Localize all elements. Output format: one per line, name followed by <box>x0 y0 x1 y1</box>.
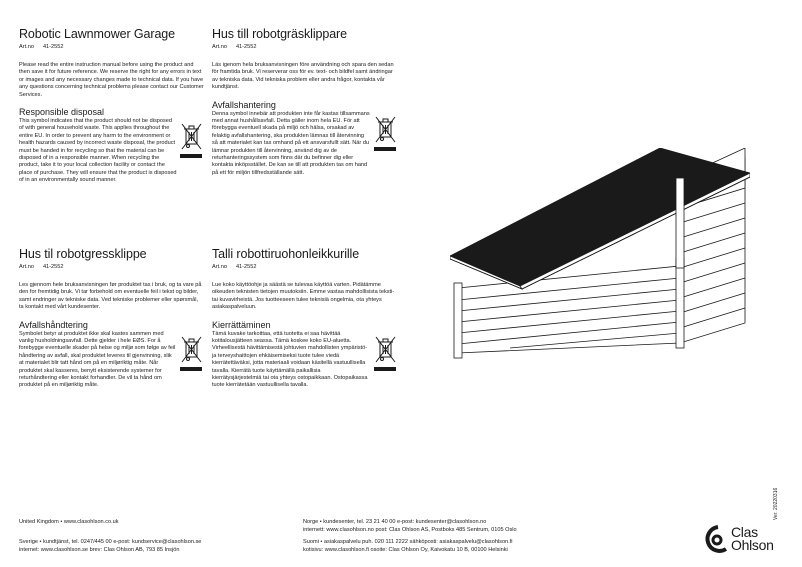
weee-bin-icon <box>180 122 204 164</box>
weee-bin-icon <box>180 335 204 377</box>
footer-sweden-line2: internet: www.clasohlson.se brev: Clas Ohlson AB, 793 85 Insjön <box>19 546 180 553</box>
title-sv: Hus till robotgräsklippare <box>212 27 347 41</box>
intro-sv: Läs igenom hela bruksanvisningen före användning och spara den sedan för framtida bruk. Vi reserverar oss för ev. text- och bildfel samt ändringar av tekniska data. Vid tekniska problem eller andra frågor, kontakta vår kundtjänst. <box>212 62 394 91</box>
footer-norway-line1: Norge • kundesenter, tel. 23 21 40 00 e-post: kundesenter@clasohlson.no <box>303 519 487 525</box>
disposal-heading-en: Responsible disposal <box>19 107 105 118</box>
footer-sweden-line1: Sverige • kundtjänst, tel. 0247/445 00 e-post: kundservice@clasohlson.se <box>19 539 202 545</box>
disposal-text-no: Symbolet betyr at produktet ikke skal kastes sammen med vanlig husholdningsavfall. Dette gjelder i hele EØS. For å forebygge eventuelle skader på helse og miljø som følge av feil håndtering av avfall, skal produktet leveres til gjenvinning, slik at materialet blir tatt hånd om på en miljøriktig måte. Når produktet skal kasseres, benytt eksisterende systemer for returhåndtering eller kontakt forhandler. De vil ta hånd om produktet på en miljøriktig måte. <box>19 330 176 389</box>
section-english <box>19 27 204 185</box>
intro-no: Les gjennom hele bruksanvisningen før produktet tas i bruk, og ta vare på den for fremtidig bruk. Vi tar forbehold om eventuelle feil i tekst og bilder, samt endringer av tekniske data. Ved tekniske problemer eller spørsmål, ta kontakt med vårt kundesenter. <box>19 282 202 311</box>
intro-en: Please read the entire instruction manual before using the product and then save it for future reference. We reserve the right for any errors in text or images and any necessary changes made to technical data. If you have any questions concerning technical problems please contact our Customer Services. <box>19 62 204 98</box>
logo-line2: Ohlson <box>731 537 774 553</box>
title-no: Hus til robotgressklippe <box>19 247 147 261</box>
artno-en: Art.no 41-2552 <box>19 44 64 50</box>
footer-norway <box>303 519 517 534</box>
title-fi: Talli robottiruohonleikkurille <box>212 247 360 261</box>
clas-ohlson-logo <box>704 525 774 553</box>
artno-sv: Art.no 41-2552 <box>212 44 257 50</box>
section-finnish <box>212 247 398 390</box>
artno-no: Art.no 41-2552 <box>19 264 64 270</box>
disposal-text-en: This symbol indicates that the product should not be disposed of with general household waste. This applies throughout the entire EU. In order to prevent any harm to the environment or health hazards caused by incorrect waste disposal, the product must be handed in for recycling so that the material can be disposed of in a responsible manner. When recycling the product, take it to your local collection facility or contact the place of purchase. They will ensure that the product is disposed of in an environmentally sound manner. <box>19 118 177 184</box>
weee-bin-icon <box>374 115 398 157</box>
intro-fi: Lue koko käyttöohje ja säästä se tulevaa käyttöä varten. Pidätämme oikeuden teknisten tietojen muutoksiin. Emme vastaa mahdollisista teksti- tai kuvavirheistä. Jos tuotteeseen tulee teknisiä ongelmia, ota yhteys asiakaspalveluun. <box>212 282 395 311</box>
lawnmower-garage-illustration <box>450 148 750 366</box>
disposal-heading-fi: Kierrättäminen <box>212 319 271 330</box>
footer-sweden <box>19 539 201 554</box>
footer-uk: United Kingdom • www.clasohlson.co.uk <box>19 519 119 525</box>
clas-ohlson-logo-icon <box>704 525 728 553</box>
disposal-text-sv: Denna symbol innebär att produkten inte får kastas tillsammans med annat hushållsavfall. Detta gäller inom hela EU. För att förebygga eventuell skada på miljö och hälsa, orsakad av felaktig avfallshantering, ska produkten lämnas till återvinning så att materialet kan tas omhand på ett ansvarsfullt sätt. När du lämnar produkten till återvinning, använd dig av de returhanteringssystem som finns där du befinner dig eller kontakta inköpsstället. De kan se till att produkten tas om hand på ett för miljön tillfredsställande sätt. <box>212 110 370 176</box>
weee-bin-icon <box>374 335 398 377</box>
disposal-heading-no: Avfallshåndtering <box>19 319 88 330</box>
disposal-heading-sv: Avfallshantering <box>212 99 276 110</box>
footer-finland-line1: Suomi • asiakaspalvelu puh. 020 111 2222 sähköposti: asiakaspalvelu@clasohlson.fi <box>303 539 513 545</box>
section-swedish <box>212 27 398 177</box>
logo-line1: Clas <box>731 524 758 540</box>
footer-norway-line2: internett: www.clasohlson.no post: Clas Ohlson AS, Postboks 485 Sentrum, 0105 Oslo <box>303 526 517 533</box>
section-norwegian <box>19 247 204 390</box>
version-label: Ver. 20220316 <box>773 487 779 520</box>
title-en: Robotic Lawnmower Garage <box>19 27 176 41</box>
footer-finland <box>303 539 513 554</box>
footer-finland-line2: kotisivu: www.clasohlson.fi osoite: Clas Ohlson Oy, Kaivokatu 10 B, 00100 Helsinki <box>303 546 508 553</box>
artno-fi: Art.no 41-2552 <box>212 264 257 270</box>
disposal-text-fi: Tämä kuvake tarkoittaa, että tuotetta ei saa hävittää kotitalousjätteen seassa. Tämä koskee koko EU-aluetta. Virheellisestä hävittämisestä johtuvien mahdollisten ympäristö- ja terveyshaittojen ehkäisemiseksi tuote tulee viedä kierrätettäväksi, jotta materiaali voidaan käsitellä vastuullisella tavalla. Kierrätä tuote käyttämällä paikallisia kierrätysjärjestelmiä tai ota yhteys ostopaikkaan. Ostopaikassa tuote kierrätetään vastuullisella tavalla. <box>212 330 368 389</box>
